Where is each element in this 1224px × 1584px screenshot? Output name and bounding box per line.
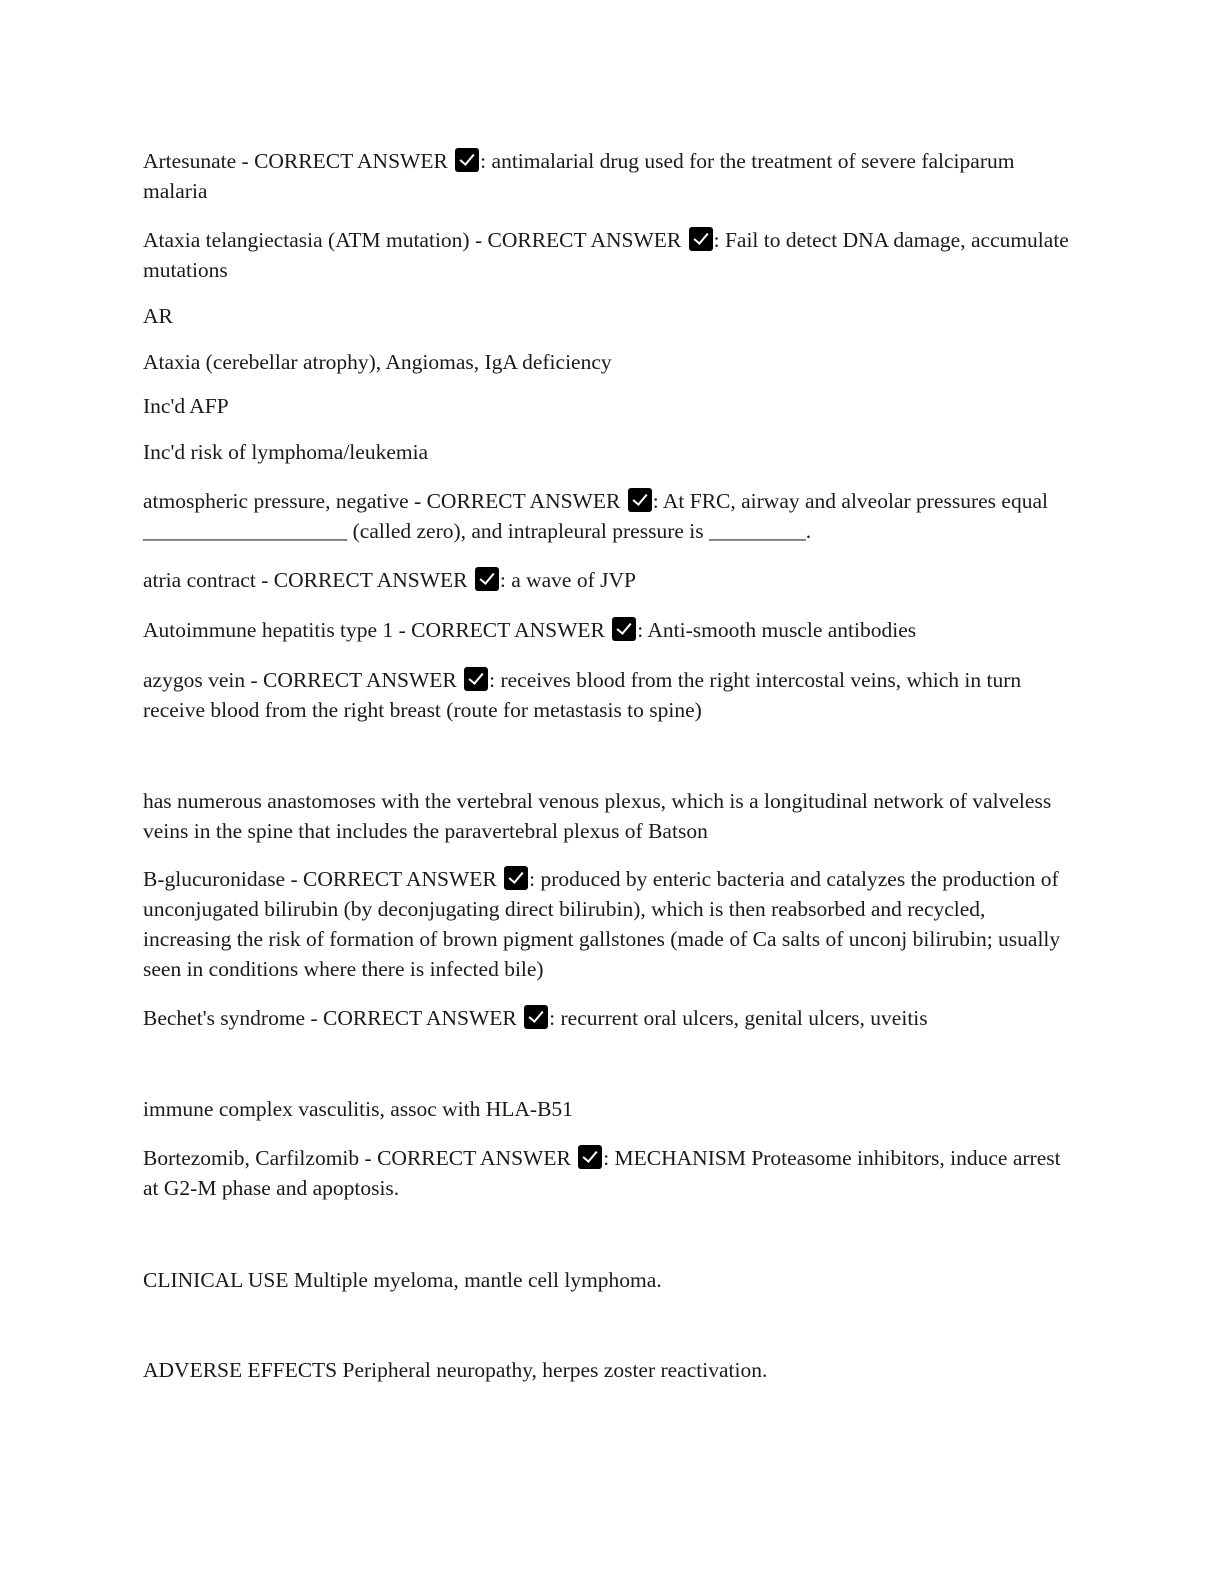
checkmark-icon [578, 1145, 602, 1169]
entry-term: atria contract [143, 568, 256, 592]
checkmark-icon [628, 488, 652, 512]
entry-term: atmospheric pressure, negative [143, 489, 409, 513]
correct-answer-label: CORRECT ANSWER [303, 867, 497, 891]
correct-answer-label: CORRECT ANSWER [263, 668, 457, 692]
entry-definition: : recurrent oral ulcers, genital ulcers, uveitis [549, 1006, 928, 1030]
entry-term: Bechet's syndrome [143, 1006, 306, 1030]
note-line: Inc'd AFP [143, 394, 229, 418]
entry-term: Ataxia telangiectasia (ATM mutation) [143, 228, 470, 252]
entry-b-glucuronidase: B-glucuronidase - CORRECT ANSWER : produced by enteric bacteria and catalyzes the production of unconjugated bilirubin (by deconjugating direct bilirubin), which is then reabsorbed and recycled, increasing the risk of formation of brown pigment gallstones (made of Ca salts of unconj bilirubin; usually seen in conditions where there is infected bile) [143, 867, 1061, 981]
correct-answer-label: CORRECT ANSWER [273, 568, 468, 592]
note-line: Ataxia (cerebellar atrophy), Angiomas, IgA deficiency [143, 350, 612, 374]
entry-artesunate: Artesunate - CORRECT ANSWER : antimalarial drug used for the treatment of severe falciparum malaria [143, 149, 1015, 203]
note-line: Inc'd risk of lymphoma/leukemia [143, 440, 429, 464]
checkmark-icon [464, 667, 488, 691]
note-paragraph: has numerous anastomoses with the vertebral venous plexus, which is a longitudinal network of valveless veins in the spine that includes the paravertebral plexus of Batson [143, 789, 1052, 843]
entry-term: Bortezomib, Carfilzomib [143, 1146, 360, 1170]
note-line: immune complex vasculitis, assoc with HLA-B51 [143, 1097, 573, 1121]
entry-atria-contract: atria contract - CORRECT ANSWER : a wave of JVP [143, 568, 636, 592]
correct-answer-label: CORRECT ANSWER [487, 228, 682, 252]
entry-definition: : receives blood from the right intercostal veins, which in turn receive blood from the right breast (route for metastasis to spine) [143, 668, 1022, 722]
checkmark-icon [524, 1005, 548, 1029]
entry-bortezomib: Bortezomib, Carfilzomib - CORRECT ANSWER : MECHANISM Proteasome inhibitors, induce arrest at G2-M phase and apoptosis. [143, 1146, 1061, 1200]
checkmark-icon [689, 227, 713, 251]
note-line: ADVERSE EFFECTS Peripheral neuropathy, herpes zoster reactivation. [143, 1358, 768, 1382]
entry-definition: : MECHANISM Proteasome inhibitors, induce arrest at G2-M phase and apoptosis. [143, 1146, 1061, 1200]
checkmark-icon [504, 866, 528, 890]
entry-definition: : Anti-smooth muscle antibodies [637, 618, 917, 642]
entry-ataxia-telangiectasia: Ataxia telangiectasia (ATM mutation) - CORRECT ANSWER : Fail to detect DNA damage, accumulate mutations [143, 228, 1069, 282]
entry-term: B-glucuronidase [143, 867, 286, 891]
note-line: AR [143, 304, 173, 328]
entry-definition: : Fail to detect DNA damage, accumulate mutations [143, 228, 1069, 282]
entry-definition: : antimalarial drug used for the treatment of severe falciparum malaria [143, 149, 1015, 203]
correct-answer-label: CORRECT ANSWER [426, 489, 621, 513]
entry-azygos-vein: azygos vein - CORRECT ANSWER : receives blood from the right intercostal veins, which in turn receive blood from the right breast (route for metastasis to spine) [143, 668, 1022, 722]
entry-term: Artesunate [143, 149, 237, 173]
checkmark-icon [612, 617, 636, 641]
document-page [143, 0, 1073, 1584]
correct-answer-label: CORRECT ANSWER [411, 618, 605, 642]
checkmark-icon [475, 567, 499, 591]
checkmark-icon [455, 148, 479, 172]
correct-answer-label: CORRECT ANSWER [323, 1006, 517, 1030]
entry-term: azygos vein [143, 668, 246, 692]
correct-answer-label: CORRECT ANSWER [377, 1146, 571, 1170]
note-line: CLINICAL USE Multiple myeloma, mantle cell lymphoma. [143, 1268, 662, 1292]
entry-bechets-syndrome: Bechet's syndrome - CORRECT ANSWER : recurrent oral ulcers, genital ulcers, uveitis [143, 1006, 928, 1030]
entry-definition: : a wave of JVP [499, 568, 636, 592]
entry-term: Autoimmune hepatitis type 1 [143, 618, 394, 642]
entry-atmospheric-pressure: atmospheric pressure, negative - CORRECT ANSWER : At FRC, airway and alveolar pressures equal ___________________ (called zero), and intrapleural pressure is _________. [143, 489, 1048, 543]
entry-definition: : produced by enteric bacteria and catalyzes the production of unconjugated bilirubin (by deconjugating direct bilirubin), which is then reabsorbed and recycled, increasing the risk of formation of brown pigment gallstones (made of Ca salts of unconj bilirubin; usually seen in conditions where there is infected bile) [143, 867, 1061, 981]
entry-autoimmune-hepatitis: Autoimmune hepatitis type 1 - CORRECT ANSWER : Anti-smooth muscle antibodies [143, 618, 917, 642]
correct-answer-label: CORRECT ANSWER [254, 149, 448, 173]
entry-definition: : At FRC, airway and alveolar pressures equal ___________________ (called zero), and intrapleural pressure is _________. [143, 489, 1048, 543]
